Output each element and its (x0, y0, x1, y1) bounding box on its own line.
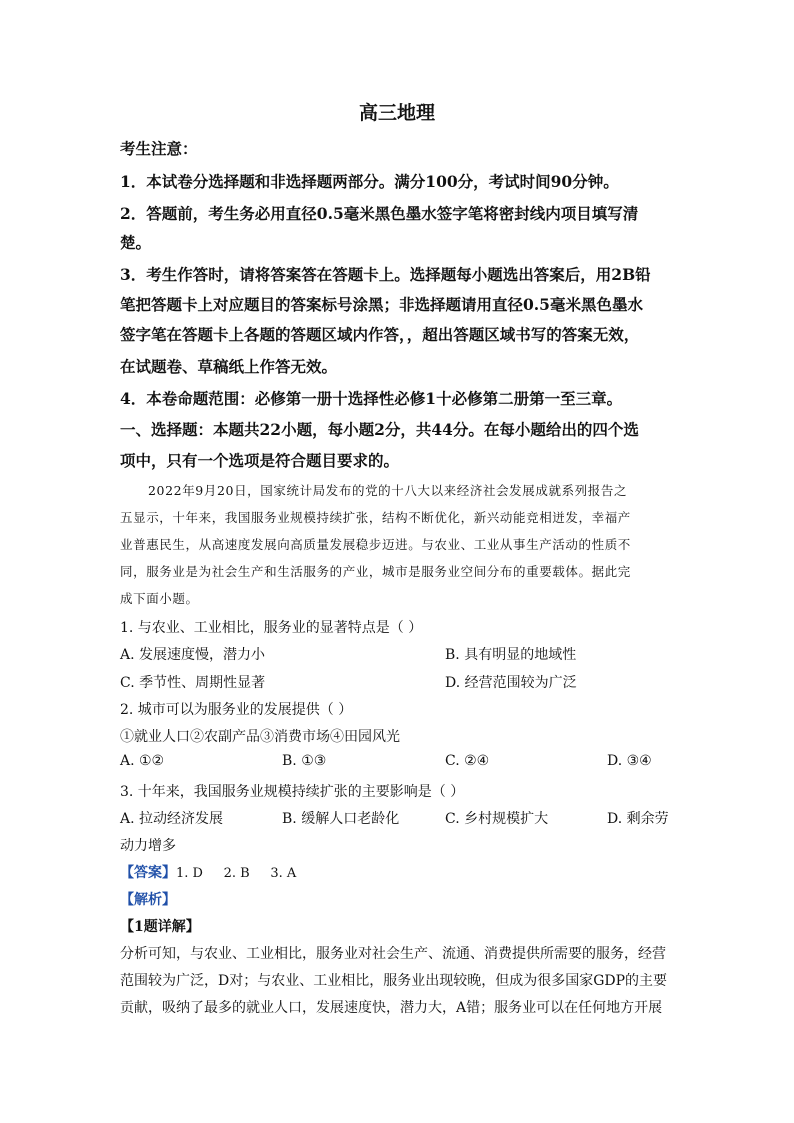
question-2-option-c: C. ②④ (445, 753, 490, 769)
section-heading-line-2: 项中，只有一个选项是符合题目要求的。 (120, 451, 400, 470)
question-3-option-c: C. 乡村规模扩大 (445, 811, 549, 827)
passage-line-2: 五显示，十年来，我国服务业规模持续扩张，结构不断优化，新兴动能竞相迸发，幸福产 (120, 510, 631, 525)
notice-item-1: 1．本试卷分选择题和非选择题两部分。满分100分，考试时间90分钟。 (120, 172, 619, 191)
question-2-stem: 2. 城市可以为服务业的发展提供（ ） (120, 702, 353, 718)
analysis-label: 【解析】 (120, 892, 176, 908)
question-3-option-b: B. 缓解人口老龄化 (282, 811, 400, 827)
question-1-option-d: D. 经营范围较为广泛 (445, 675, 577, 691)
notice-item-3-line-3: 签字笔在答题卡上各题的答题区域内作答，，超出答题区域书写的答案无效， (120, 325, 640, 344)
notice-item-3-line-4: 在试题卷、草稿纸上作答无效。 (120, 357, 338, 376)
notice-item-3-line-1: 3．考生作答时，请将答案答在答题卡上。选择题每小题选出答案后，用2B铅 (120, 265, 651, 284)
notice-item-2-line-2: 楚。 (120, 233, 152, 252)
question-3-option-d: D. 剩余劳 (607, 811, 669, 827)
notice-item-2-line-1: 2．答题前，考生务必用直径0.5毫米黑色墨水签字笔将密封线内项目填写清 (120, 204, 639, 223)
analysis-line-3: 贡献，吸纳了最多的就业人口，发展速度快，潜力大，A错；服务业可以在任何地方开展 (120, 1000, 663, 1016)
analysis-line-1: 分析可知，与农业、工业相比，服务业对社会生产、流通、消费提供所需要的服务，经营 (120, 946, 666, 962)
question-1-option-b: B. 具有明显的地域性 (445, 647, 577, 663)
notice-item-4: 4．本卷命题范围：必修第一册十选择性必修1十必修第二册第一至三章。 (120, 389, 623, 408)
page-title: 高三地理 (358, 102, 435, 124)
question-2-option-b: B. ①③ (282, 753, 327, 769)
question-3-option-d-continued: 动力增多 (120, 838, 176, 854)
question-1-stem: 1. 与农业、工业相比，服务业的显著特点是（ ） (120, 620, 423, 636)
question-2-option-d: D. ③④ (607, 753, 652, 769)
question-2-items: ①就业人口②农副产品③消费市场④田园风光 (120, 729, 400, 745)
notice-item-3-line-2: 笔把答题卡上对应题目的答案标号涂黑；非选择题请用直径0.5毫米黑色墨水 (120, 295, 643, 314)
answer-row (120, 862, 296, 882)
notice-heading: 考生注意： (120, 139, 198, 158)
question-1-option-c: C. 季节性、周期性显著 (120, 675, 266, 691)
question-3-stem: 3. 十年来，我国服务业规模持续扩张的主要影响是（ ） (120, 784, 465, 800)
passage-line-4: 同，服务业是为社会生产和生活服务的产业，城市是服务业空间分布的重要载体。据此完 (120, 564, 631, 579)
question-1-option-a: A. 发展速度慢，潜力小 (120, 647, 266, 663)
section-heading-line-1: 一、选择题：本题共22小题，每小题2分，共44分。在每小题给出的四个选 (120, 420, 639, 439)
question-3-option-a: A. 拉动经济发展 (120, 811, 224, 827)
answer-values: 1. D 2. B 3. A (176, 866, 297, 881)
analysis-line-2: 范围较为广泛，D对；与农业、工业相比，服务业出现较晚，但成为很多国家GDP的主要 (120, 973, 668, 989)
passage-line-5: 成下面小题。 (120, 591, 199, 606)
question-2-option-a: A. ①② (120, 753, 165, 769)
passage-line-1: 2022年9月20日，国家统计局发布的党的十八大以来经济社会发展成就系列报告之 (148, 483, 628, 498)
passage-line-3: 业普惠民生，从高速度发展向高质量发展稳步迈进。与农业、工业从事生产活动的性质不 (120, 537, 631, 552)
answer-label: 【答案】 (120, 865, 176, 881)
analysis-detail-label: 【1题详解】 (120, 919, 200, 935)
